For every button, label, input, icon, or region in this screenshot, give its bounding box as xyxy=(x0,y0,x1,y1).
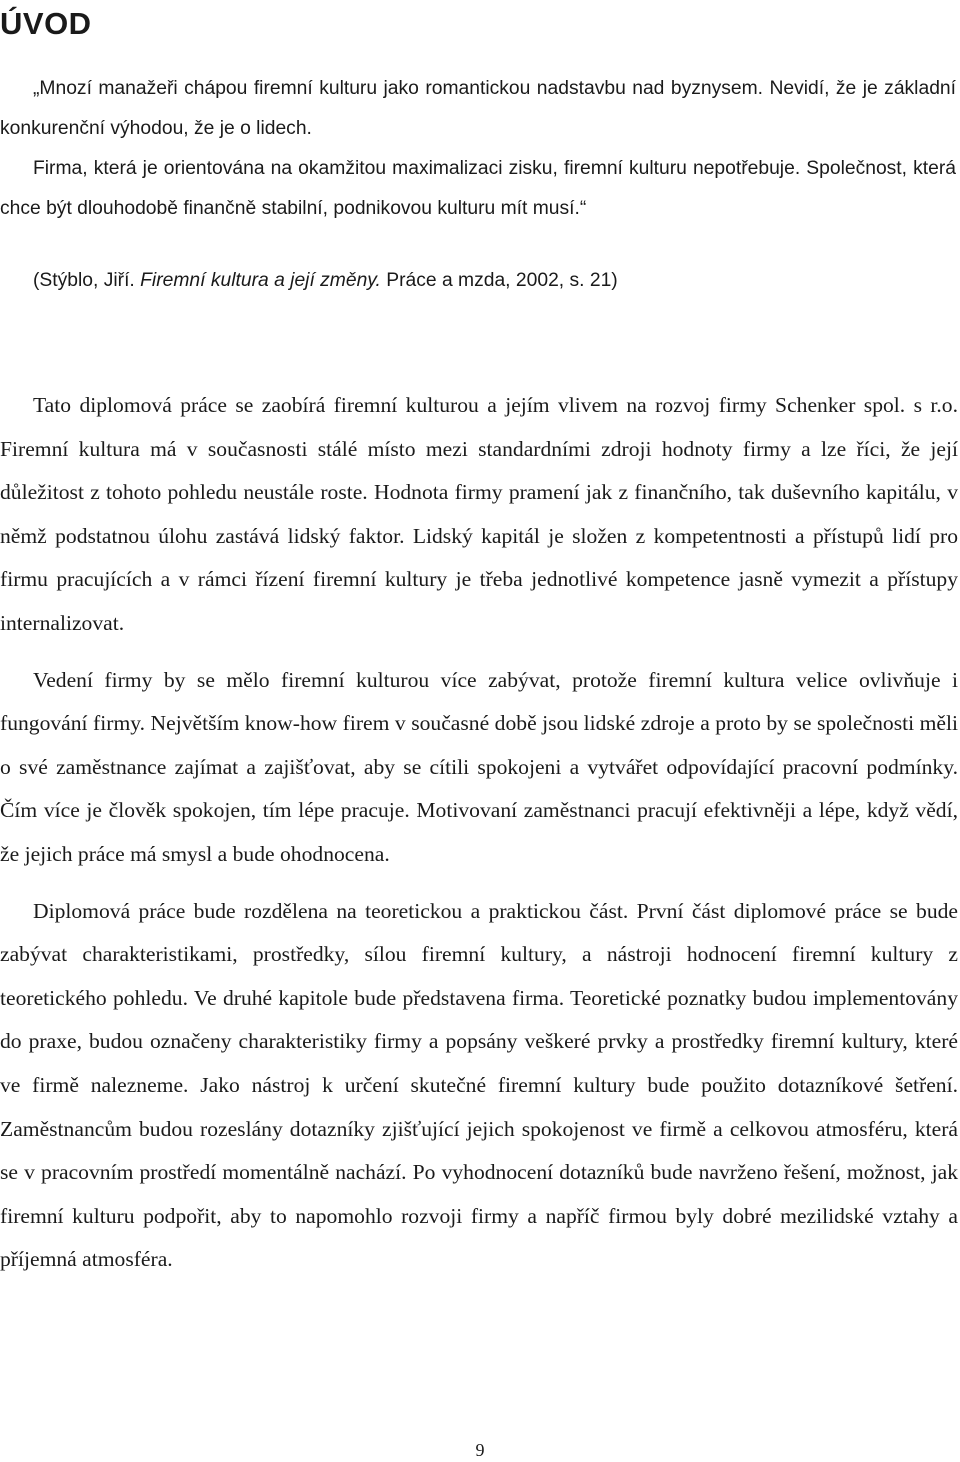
introduction-body xyxy=(0,384,958,1282)
quote-paragraph: „Mnozí manažeři chápou firemní kulturu jako romantickou nadstavbu nad byznysem. Nevidí, že je základní konkurenční výhodou, že je o lidech. xyxy=(0,78,956,139)
citation-source: Práce a mzda, 2002, s. 21) xyxy=(380,270,618,291)
quote-paragraph: Firma, která je orientována na okamžitou maximalizaci zisku, firemní kulturu nepotřebuje. Společnost, která chce být dlouhodobě finančně stabilní, podnikovou kulturu mít musí.“ xyxy=(0,158,956,219)
section-heading: ÚVOD xyxy=(0,6,92,41)
quote-citation xyxy=(0,261,956,301)
page-number: 9 xyxy=(475,1440,485,1460)
body-paragraph: Diplomová práce bude rozdělena na teoretickou a praktickou část. První část diplomové práce se bude zabývat charakteristikami, prostředky, sílou firemní kultury, a nástroji hodnocení firemní kultury z teoretického pohledu. Ve druhé kapitole bude představena firma. Teoretické poznatky budou implementovány do praxe, budou označeny charakteristiky firmy a popsány veškeré prvky a prostředky firemní kultury, které ve firmě nalezneme. Jako nástroj k určení skutečné firemní kultury bude použito dotazníkové šetření. Zaměstnancům budou rozeslány dotazníky zjišťující jejich spokojenost ve firmě a celkovou atmosféru, která se v pracovním prostředí momentálně nachází. Po vyhodnocení dotazníků bude navrženo řešení, možnost, jak firemní kulturu podpořit, aby to napomohlo rozvoji firmy a napříč firmou byly dobré mezilidské vztahy a příjemná atmosféra. xyxy=(0,898,958,1272)
citation-work-title: Firemní kultura a její změny. xyxy=(140,270,381,291)
body-paragraph: Vedení firmy by se mělo firemní kulturou více zabývat, protože firemní kultura velice ovlivňuje i fungování firmy. Největším know-how firem v současné době jsou lidské zdroje a proto by se společnosti měli o své zaměstnance zajímat a zajišťovat, aby se cítili spokojeni a vytvářet odpovídající pracovní podmínky. Čím více je člověk spokojen, tím lépe pracuje. Motivovaní zaměstnanci pracují efektivněji a lépe, když vědí, že jejich práce má smysl a bude ohodnocena. xyxy=(0,667,958,866)
body-paragraph: Tato diplomová práce se zaobírá firemní kulturou a jejím vlivem na rozvoj firmy Schenker spol. s r.o. Firemní kultura má v současnosti stálé místo mezi standardními zdroji hodnoty firmy a lze říci, že její důležitost z tohoto pohledu neustále roste. Hodnota firmy pramení jak z finančního, tak duševního kapitálu, v němž podstatnou úlohu zastává lidský faktor. Lidský kapitál je složen z kompetentnosti a přístupů lidí pro firmu pracujících a v rámci řízení firemní kultury je třeba jednotlivé kompetence jasně vymezit a přístupy internalizovat. xyxy=(0,393,958,635)
opening-quote xyxy=(0,69,956,301)
citation-author: (Stýblo, Jiří. xyxy=(33,270,141,291)
